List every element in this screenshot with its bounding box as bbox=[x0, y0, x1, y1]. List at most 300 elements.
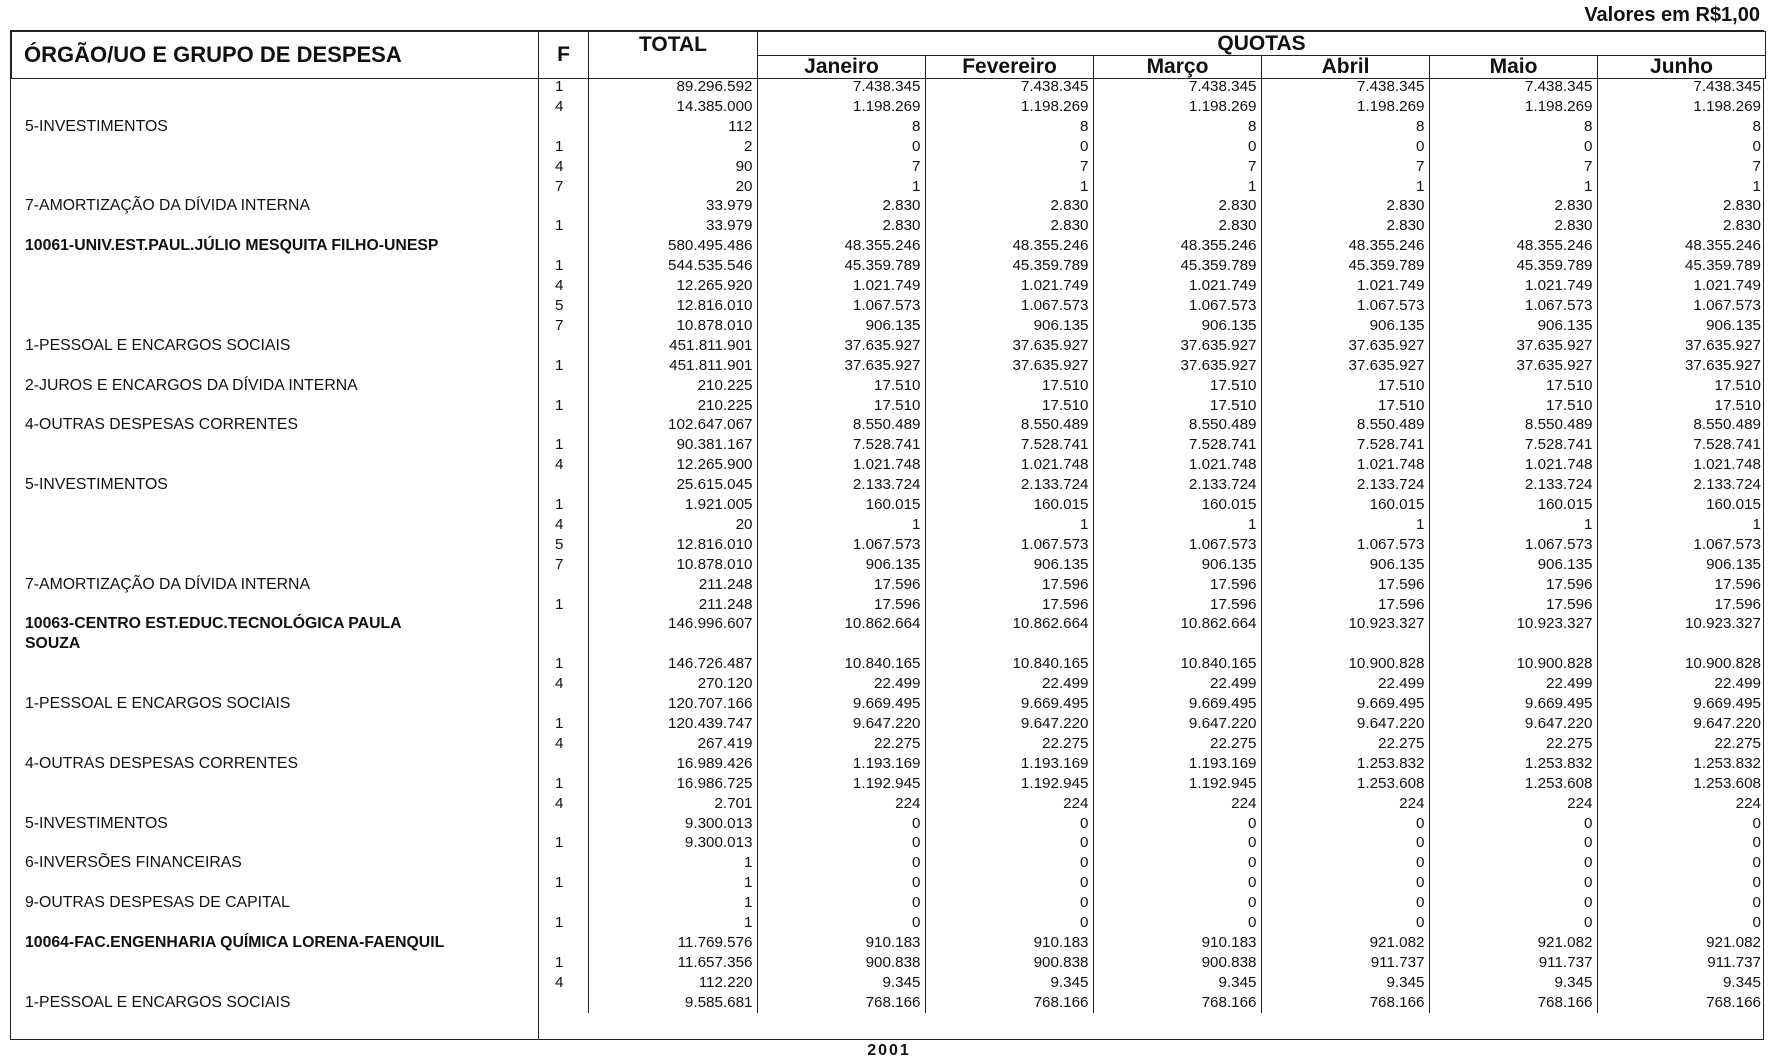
quota-cell: 2.830 bbox=[1093, 216, 1261, 236]
quota-cell: 17.510 bbox=[1429, 376, 1597, 396]
quota-cell: 37.635.927 bbox=[925, 336, 1093, 356]
quota-cell: 1.192.945 bbox=[757, 774, 925, 794]
quota-cell: 1.021.748 bbox=[1261, 455, 1429, 475]
quota-cell: 1.021.748 bbox=[1093, 455, 1261, 475]
table-row bbox=[11, 833, 1765, 853]
table-row bbox=[11, 634, 1765, 654]
total-cell: 210.225 bbox=[588, 376, 757, 396]
quota-cell: 921.082 bbox=[1429, 933, 1597, 953]
total-cell: 11.657.356 bbox=[588, 953, 757, 973]
quota-cell: 1 bbox=[1429, 515, 1597, 535]
quota-cell: 224 bbox=[1597, 794, 1765, 814]
quota-cell: 9.647.220 bbox=[757, 714, 925, 734]
fonte-cell bbox=[538, 77, 588, 97]
row-label bbox=[11, 595, 538, 615]
quota-cell: 0 bbox=[925, 893, 1093, 913]
quota-cell: 0 bbox=[925, 913, 1093, 933]
quota-cell: 224 bbox=[1093, 794, 1261, 814]
quota-cell: 22.275 bbox=[925, 734, 1093, 754]
quota-cell: 22.275 bbox=[757, 734, 925, 754]
quota-cell: 1.192.945 bbox=[1093, 774, 1261, 794]
orgao-header: ÓRGÃO/UO E GRUPO DE DESPESA bbox=[12, 32, 539, 79]
total-cell: 10.878.010 bbox=[588, 555, 757, 575]
total-cell: 16.989.426 bbox=[588, 754, 757, 774]
table-row bbox=[11, 853, 1765, 873]
quota-cell bbox=[1429, 634, 1597, 654]
quota-cell: 1 bbox=[925, 177, 1093, 197]
quota-cell: 9.345 bbox=[1597, 973, 1765, 993]
quota-cell: 22.275 bbox=[1429, 734, 1597, 754]
quota-cell: 906.135 bbox=[1597, 555, 1765, 575]
fonte-cell bbox=[538, 117, 588, 137]
fonte-code: 1 bbox=[555, 396, 564, 414]
month-header: Janeiro bbox=[758, 56, 926, 79]
total-cell: 33.979 bbox=[588, 196, 757, 216]
total-cell: 146.726.487 bbox=[588, 654, 757, 674]
total-cell: 112 bbox=[588, 117, 757, 137]
quota-cell: 0 bbox=[1597, 913, 1765, 933]
fonte-code: 4 bbox=[555, 456, 564, 474]
table-row bbox=[11, 196, 1765, 216]
quota-cell: 906.135 bbox=[1261, 316, 1429, 336]
total-cell: 580.495.486 bbox=[588, 236, 757, 256]
total-cell: 112.220 bbox=[588, 973, 757, 993]
quota-cell: 160.015 bbox=[1429, 495, 1597, 515]
quota-cell: 1.193.169 bbox=[757, 754, 925, 774]
quota-cell: 1.067.573 bbox=[1429, 296, 1597, 316]
fonte-cell bbox=[538, 316, 588, 336]
table-row bbox=[11, 475, 1765, 495]
fonte-code: 7 bbox=[555, 316, 564, 334]
quota-cell: 911.737 bbox=[1429, 953, 1597, 973]
quota-cell: 0 bbox=[1429, 137, 1597, 157]
row-label bbox=[11, 455, 538, 475]
quota-cell: 10.900.828 bbox=[1597, 654, 1765, 674]
fonte-cell bbox=[538, 873, 588, 893]
quota-cell: 37.635.927 bbox=[1261, 356, 1429, 376]
table-row bbox=[11, 654, 1765, 674]
fonte-cell bbox=[538, 654, 588, 674]
quota-cell: 0 bbox=[1429, 853, 1597, 873]
fonte-code: 1 bbox=[555, 496, 564, 514]
quota-cell: 9.647.220 bbox=[1597, 714, 1765, 734]
fonte-code: 1 bbox=[555, 953, 564, 971]
table-row bbox=[11, 97, 1765, 117]
quota-cell: 768.166 bbox=[1597, 993, 1765, 1013]
quota-cell: 22.499 bbox=[1597, 674, 1765, 694]
quota-cell: 45.359.789 bbox=[1093, 256, 1261, 276]
quota-cell: 0 bbox=[757, 853, 925, 873]
total-cell: 1 bbox=[588, 913, 757, 933]
quota-cell: 9.345 bbox=[1261, 973, 1429, 993]
row-label: 10061-UNIV.EST.PAUL.JÚLIO MESQUITA FILHO-UNESP bbox=[25, 237, 439, 255]
fonte-cell bbox=[538, 276, 588, 296]
total-cell: 451.811.901 bbox=[588, 336, 757, 356]
fonte-cell bbox=[538, 396, 588, 416]
quota-cell: 1.198.269 bbox=[1261, 97, 1429, 117]
quotas-header: QUOTAS bbox=[758, 32, 1766, 56]
quota-cell: 17.510 bbox=[1429, 396, 1597, 416]
fonte-code: 4 bbox=[555, 97, 564, 115]
quota-cell: 1.021.749 bbox=[1429, 276, 1597, 296]
quota-cell bbox=[1093, 634, 1261, 654]
quota-cell: 1.198.269 bbox=[757, 97, 925, 117]
fonte-code: 7 bbox=[555, 177, 564, 195]
table-row bbox=[11, 336, 1765, 356]
quota-cell: 8 bbox=[1093, 117, 1261, 137]
table-row bbox=[11, 276, 1765, 296]
quota-cell: 0 bbox=[1429, 873, 1597, 893]
quota-cell: 1 bbox=[1261, 177, 1429, 197]
quota-cell: 0 bbox=[1597, 833, 1765, 853]
quota-cell: 0 bbox=[925, 137, 1093, 157]
quota-cell: 160.015 bbox=[1093, 495, 1261, 515]
quota-cell: 7.528.741 bbox=[1597, 435, 1765, 455]
quota-cell: 2.133.724 bbox=[1261, 475, 1429, 495]
quota-cell: 224 bbox=[925, 794, 1093, 814]
quota-cell: 17.596 bbox=[1429, 575, 1597, 595]
fonte-code: 1 bbox=[555, 874, 564, 892]
month-header: Fevereiro bbox=[926, 56, 1094, 79]
quota-cell: 0 bbox=[1261, 853, 1429, 873]
quota-cell: 8 bbox=[1261, 117, 1429, 137]
quota-cell: 906.135 bbox=[1261, 555, 1429, 575]
table-row bbox=[11, 415, 1765, 435]
quota-cell: 8.550.489 bbox=[925, 415, 1093, 435]
quota-cell: 8.550.489 bbox=[757, 415, 925, 435]
table-row bbox=[11, 77, 1765, 97]
quota-cell: 48.355.246 bbox=[1429, 236, 1597, 256]
quota-cell: 906.135 bbox=[757, 555, 925, 575]
quota-cell: 0 bbox=[1597, 137, 1765, 157]
quota-cell: 0 bbox=[757, 873, 925, 893]
total-cell: 120.439.747 bbox=[588, 714, 757, 734]
quota-cell: 37.635.927 bbox=[925, 356, 1093, 376]
month-header: Junho bbox=[1598, 56, 1766, 79]
quota-cell: 7.528.741 bbox=[1093, 435, 1261, 455]
table-row bbox=[11, 794, 1765, 814]
fonte-cell bbox=[538, 694, 588, 714]
quota-cell: 0 bbox=[1261, 873, 1429, 893]
row-label bbox=[11, 256, 538, 276]
quota-cell: 1.198.269 bbox=[1093, 97, 1261, 117]
quota-cell: 7.438.345 bbox=[1597, 77, 1765, 97]
quota-cell: 1.067.573 bbox=[1261, 535, 1429, 555]
quota-cell: 1.067.573 bbox=[1597, 296, 1765, 316]
quota-cell: 160.015 bbox=[1261, 495, 1429, 515]
row-label bbox=[11, 674, 538, 694]
fonte-cell bbox=[538, 634, 588, 654]
quota-cell: 7.528.741 bbox=[757, 435, 925, 455]
quota-cell: 1.067.573 bbox=[1093, 535, 1261, 555]
total-cell: 20 bbox=[588, 177, 757, 197]
quota-cell: 7 bbox=[757, 157, 925, 177]
fonte-cell bbox=[538, 575, 588, 595]
fonte-cell bbox=[538, 614, 588, 634]
table-row bbox=[11, 814, 1765, 834]
total-cell: 102.647.067 bbox=[588, 415, 757, 435]
quota-cell: 0 bbox=[1261, 833, 1429, 853]
total-cell: 90.381.167 bbox=[588, 435, 757, 455]
quota-cell: 921.082 bbox=[1597, 933, 1765, 953]
table-body bbox=[11, 77, 1765, 1013]
fonte-cell bbox=[538, 415, 588, 435]
table-row bbox=[11, 236, 1765, 256]
quota-cell: 8 bbox=[1429, 117, 1597, 137]
row-label bbox=[11, 177, 538, 197]
fonte-code: 1 bbox=[555, 834, 564, 852]
quota-cell: 1.253.832 bbox=[1429, 754, 1597, 774]
total-cell: 11.769.576 bbox=[588, 933, 757, 953]
table-row bbox=[11, 256, 1765, 276]
quota-cell: 0 bbox=[1597, 853, 1765, 873]
quota-cell: 22.499 bbox=[757, 674, 925, 694]
quota-cell: 768.166 bbox=[1093, 993, 1261, 1013]
quota-cell: 1.067.573 bbox=[925, 296, 1093, 316]
table-row bbox=[11, 973, 1765, 993]
quota-cell: 10.923.327 bbox=[1597, 614, 1765, 634]
quota-cell: 1.021.748 bbox=[925, 455, 1093, 475]
total-cell: 9.585.681 bbox=[588, 993, 757, 1013]
row-label bbox=[11, 973, 538, 993]
row-label: 5-INVESTIMENTOS bbox=[25, 476, 168, 494]
quota-cell: 1 bbox=[1261, 515, 1429, 535]
row-label: 4-OUTRAS DESPESAS CORRENTES bbox=[25, 754, 298, 772]
quota-cell: 1 bbox=[757, 177, 925, 197]
quota-cell: 0 bbox=[1429, 833, 1597, 853]
quota-cell: 0 bbox=[757, 833, 925, 853]
fonte-cell bbox=[538, 137, 588, 157]
quota-cell: 22.499 bbox=[925, 674, 1093, 694]
fonte-code: 1 bbox=[555, 137, 564, 155]
month-header: Maio bbox=[1430, 56, 1598, 79]
total-cell: 12.816.010 bbox=[588, 296, 757, 316]
quota-cell: 2.830 bbox=[925, 216, 1093, 236]
total-cell: 2.701 bbox=[588, 794, 757, 814]
table-row bbox=[11, 177, 1765, 197]
quota-cell: 2.830 bbox=[1429, 196, 1597, 216]
row-label bbox=[11, 495, 538, 515]
quota-cell: 37.635.927 bbox=[1261, 336, 1429, 356]
row-label bbox=[11, 137, 538, 157]
quota-cell: 17.510 bbox=[1597, 396, 1765, 416]
quota-cell: 9.647.220 bbox=[1429, 714, 1597, 734]
quota-cell: 0 bbox=[925, 814, 1093, 834]
row-label bbox=[11, 515, 538, 535]
budget-table-frame bbox=[10, 30, 1764, 1040]
quota-cell: 910.183 bbox=[757, 933, 925, 953]
quota-cell: 0 bbox=[1093, 137, 1261, 157]
quota-cell: 7.438.345 bbox=[925, 77, 1093, 97]
quota-cell: 1.021.749 bbox=[1093, 276, 1261, 296]
table-row bbox=[11, 674, 1765, 694]
total-cell: 1 bbox=[588, 893, 757, 913]
quota-cell: 1.198.269 bbox=[1597, 97, 1765, 117]
quota-cell: 2.133.724 bbox=[925, 475, 1093, 495]
quota-cell: 37.635.927 bbox=[1093, 356, 1261, 376]
total-header: TOTAL bbox=[589, 32, 758, 79]
quota-cell: 17.596 bbox=[1261, 595, 1429, 615]
quota-cell: 9.647.220 bbox=[1093, 714, 1261, 734]
quota-cell: 2.830 bbox=[1597, 196, 1765, 216]
quota-cell: 900.838 bbox=[757, 953, 925, 973]
quota-cell: 1.253.608 bbox=[1597, 774, 1765, 794]
quota-cell: 17.596 bbox=[1093, 575, 1261, 595]
fonte-code: 4 bbox=[555, 794, 564, 812]
quota-cell: 1.253.608 bbox=[1429, 774, 1597, 794]
row-label bbox=[11, 734, 538, 754]
quota-cell: 1.021.749 bbox=[1597, 276, 1765, 296]
quota-cell: 1 bbox=[1429, 177, 1597, 197]
fonte-code: 1 bbox=[555, 356, 564, 374]
quota-cell: 7 bbox=[1093, 157, 1261, 177]
fonte-code: 1 bbox=[555, 914, 564, 932]
quota-cell: 17.596 bbox=[1597, 595, 1765, 615]
fonte-cell bbox=[538, 734, 588, 754]
row-label bbox=[11, 77, 538, 97]
fonte-cell bbox=[538, 973, 588, 993]
quota-cell: 17.510 bbox=[925, 396, 1093, 416]
table-row bbox=[11, 754, 1765, 774]
row-label bbox=[11, 435, 538, 455]
fonte-code: 1 bbox=[555, 595, 564, 613]
total-cell: 12.265.900 bbox=[588, 455, 757, 475]
quota-cell: 7 bbox=[1261, 157, 1429, 177]
fonte-code: 1 bbox=[555, 217, 564, 235]
quota-cell: 1.067.573 bbox=[757, 296, 925, 316]
quota-cell: 906.135 bbox=[925, 316, 1093, 336]
quota-cell: 1.067.573 bbox=[1261, 296, 1429, 316]
total-cell: 33.979 bbox=[588, 216, 757, 236]
fonte-cell bbox=[538, 336, 588, 356]
total-cell: 12.265.920 bbox=[588, 276, 757, 296]
quota-cell: 7.438.345 bbox=[1261, 77, 1429, 97]
quota-cell: 9.669.495 bbox=[1261, 694, 1429, 714]
quota-cell: 1.198.269 bbox=[1429, 97, 1597, 117]
quota-cell: 10.923.327 bbox=[1261, 614, 1429, 634]
quota-cell: 17.510 bbox=[1093, 376, 1261, 396]
total-cell: 10.878.010 bbox=[588, 316, 757, 336]
quota-cell: 910.183 bbox=[1093, 933, 1261, 953]
quota-cell: 17.596 bbox=[1597, 575, 1765, 595]
quota-cell: 910.183 bbox=[925, 933, 1093, 953]
row-label bbox=[11, 555, 538, 575]
quota-cell: 7.438.345 bbox=[757, 77, 925, 97]
row-label bbox=[11, 535, 538, 555]
quota-cell: 37.635.927 bbox=[757, 336, 925, 356]
fonte-cell bbox=[538, 933, 588, 953]
row-label: 1-PESSOAL E ENCARGOS SOCIAIS bbox=[25, 993, 291, 1011]
quota-cell: 9.345 bbox=[757, 973, 925, 993]
quota-cell: 911.737 bbox=[1597, 953, 1765, 973]
table-row bbox=[11, 694, 1765, 714]
quota-cell: 1.067.573 bbox=[925, 535, 1093, 555]
fonte-cell bbox=[538, 515, 588, 535]
row-label: 1-PESSOAL E ENCARGOS SOCIAIS bbox=[25, 336, 291, 354]
total-cell: 1.921.005 bbox=[588, 495, 757, 515]
quota-cell: 7.528.741 bbox=[1261, 435, 1429, 455]
table-row bbox=[11, 495, 1765, 515]
fonte-cell bbox=[538, 177, 588, 197]
quota-cell: 1 bbox=[757, 515, 925, 535]
quota-cell: 0 bbox=[1261, 913, 1429, 933]
quota-cell: 45.359.789 bbox=[1261, 256, 1429, 276]
table-row bbox=[11, 316, 1765, 336]
quota-cell: 22.499 bbox=[1261, 674, 1429, 694]
quota-cell: 17.596 bbox=[1093, 595, 1261, 615]
fonte-code: 1 bbox=[555, 655, 564, 673]
quota-cell: 2.133.724 bbox=[1429, 475, 1597, 495]
row-label bbox=[11, 714, 538, 734]
fonte-cell bbox=[538, 953, 588, 973]
quota-cell: 768.166 bbox=[1429, 993, 1597, 1013]
quota-cell: 224 bbox=[1261, 794, 1429, 814]
quota-cell: 2.830 bbox=[757, 216, 925, 236]
total-cell: 146.996.607 bbox=[588, 614, 757, 634]
fonte-cell bbox=[538, 794, 588, 814]
fonte-code: 1 bbox=[555, 257, 564, 275]
table-row bbox=[11, 555, 1765, 575]
quota-cell: 9.669.495 bbox=[1093, 694, 1261, 714]
quota-cell: 0 bbox=[1093, 833, 1261, 853]
row-label bbox=[11, 296, 538, 316]
row-label bbox=[11, 356, 538, 376]
quota-cell: 37.635.927 bbox=[757, 356, 925, 376]
fonte-cell bbox=[538, 913, 588, 933]
row-label: 7-AMORTIZAÇÃO DA DÍVIDA INTERNA bbox=[25, 197, 310, 215]
quota-cell: 906.135 bbox=[1093, 316, 1261, 336]
quota-cell: 0 bbox=[1093, 893, 1261, 913]
quota-cell: 906.135 bbox=[1093, 555, 1261, 575]
quota-cell: 1.253.832 bbox=[1261, 754, 1429, 774]
quota-cell: 17.596 bbox=[925, 595, 1093, 615]
quota-cell: 0 bbox=[925, 833, 1093, 853]
quota-cell: 9.345 bbox=[1093, 973, 1261, 993]
quota-cell: 1.193.169 bbox=[925, 754, 1093, 774]
table-row bbox=[11, 515, 1765, 535]
table-row bbox=[11, 455, 1765, 475]
quota-cell: 2.133.724 bbox=[1093, 475, 1261, 495]
table-row bbox=[11, 137, 1765, 157]
total-cell: 267.419 bbox=[588, 734, 757, 754]
fonte-code: 1 bbox=[555, 436, 564, 454]
row-label bbox=[11, 396, 538, 416]
quota-cell: 0 bbox=[757, 893, 925, 913]
total-cell: 120.707.166 bbox=[588, 694, 757, 714]
row-label bbox=[11, 774, 538, 794]
quota-cell: 906.135 bbox=[1597, 316, 1765, 336]
total-cell: 25.615.045 bbox=[588, 475, 757, 495]
quota-cell: 0 bbox=[1093, 873, 1261, 893]
fonte-cell bbox=[538, 853, 588, 873]
quota-cell: 1 bbox=[1597, 515, 1765, 535]
quota-cell: 921.082 bbox=[1261, 933, 1429, 953]
table-row bbox=[11, 913, 1765, 933]
quota-cell: 9.669.495 bbox=[925, 694, 1093, 714]
fonte-code: 1 bbox=[555, 715, 564, 732]
quota-cell: 37.635.927 bbox=[1597, 336, 1765, 356]
quota-cell: 768.166 bbox=[757, 993, 925, 1013]
quota-cell: 224 bbox=[757, 794, 925, 814]
table-row bbox=[11, 953, 1765, 973]
quota-cell: 900.838 bbox=[1093, 953, 1261, 973]
quota-cell: 9.345 bbox=[1429, 973, 1597, 993]
quota-cell: 0 bbox=[1093, 853, 1261, 873]
quota-cell: 2.830 bbox=[1261, 196, 1429, 216]
table-row bbox=[11, 157, 1765, 177]
fonte-code: 5 bbox=[555, 296, 564, 314]
quota-cell: 7 bbox=[925, 157, 1093, 177]
